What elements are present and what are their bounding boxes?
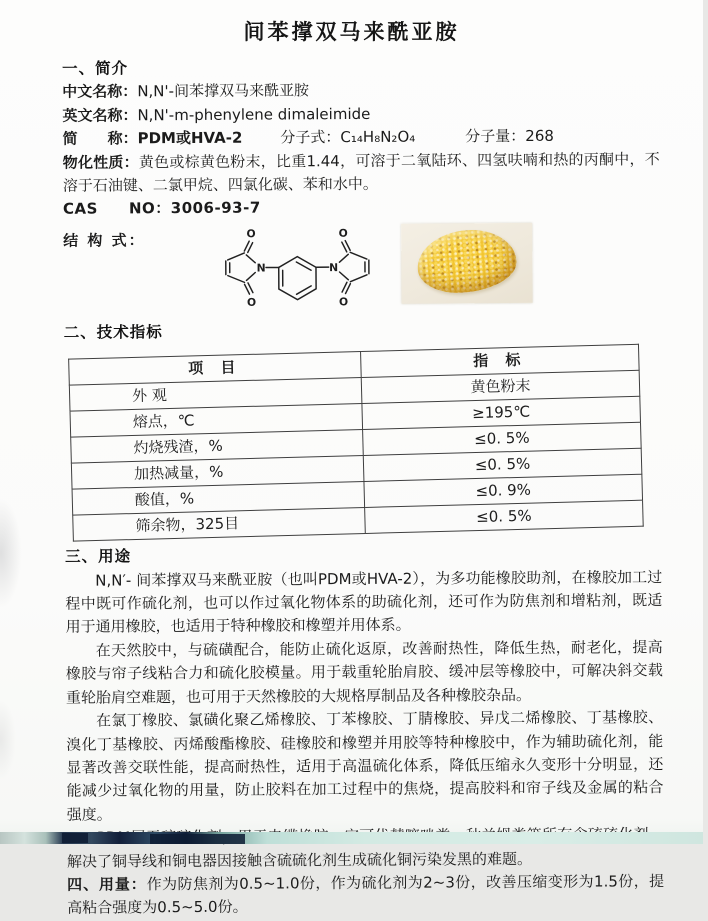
column-header-item: 项 目	[69, 352, 362, 386]
svg-text:O: O	[339, 227, 348, 240]
properties-value: 黄色或棕黄色粉末，比重1.44，可溶于二氧陆环、四氢呋喃和热的丙酮中，不溶于石油键、二氯甲烷、四氯化碳、苯和水中。	[63, 150, 660, 195]
mw-label: 分子量：	[465, 127, 525, 145]
properties-label: 物化性质：	[63, 153, 139, 171]
spec-value: ≤0. 5%	[363, 422, 642, 455]
usage-paragraph: N,N′- 间苯撑双马来酰亚胺（也叫PDM或HVA-2），为多功能橡胶助剂，在橡胶加工过程中既可作硫化剂，也可以作过氧化物体系的助硫化剂，还可作为防焦剂和增粘剂，既适用于通用橡胶，也适用于特种橡胶和橡塑并用体系。	[65, 566, 662, 640]
spec-item: 酸值，%	[72, 482, 365, 516]
svg-text:N: N	[329, 261, 338, 274]
section1-heading: 一、简介	[62, 54, 659, 81]
spec-table-body	[69, 370, 643, 541]
abbr-label: 简 称：	[63, 130, 138, 148]
cas-value: 3006-93-7	[171, 199, 261, 218]
formula-value: C₁₄H₈N₂O₄	[340, 128, 415, 146]
molecule-structure-diagram	[199, 222, 396, 315]
usage-paragraph: PDM属无硫硫化剂，用于电缆橡胶，它可代替噻唑类、秋兰姆类等所有含硫硫化剂，解决了铜导线和铜电器因接触含硫硫化剂生成硫化铜污染发黑的难题。	[67, 823, 664, 873]
scan-edge-desk-strip	[0, 832, 703, 844]
document-content	[0, 44, 708, 921]
dosage-text: 作为防焦剂为0.5~1.0份，作为硫化剂为2~3份，改善压缩变形为1.5份，提高粘合强度为0.5~5.0份。	[67, 872, 664, 917]
technical-spec-table	[68, 344, 644, 542]
spec-value: ≥195℃	[362, 396, 641, 429]
chinese-name-label: 中文名称：	[62, 83, 137, 101]
svg-text:O: O	[247, 296, 256, 309]
column-header-spec: 指 标	[361, 345, 640, 378]
structure-section	[63, 220, 661, 316]
mw-value: 268	[525, 127, 554, 145]
dosage-line	[67, 870, 664, 920]
svg-text:O: O	[246, 227, 255, 240]
abbr-value: PDM或HVA-2	[138, 129, 243, 148]
english-name-label: 英文名称：	[62, 106, 137, 124]
section4-heading: 四、用量：	[67, 875, 147, 893]
usage-paragraph: 在天然胶中，与硫磺配合，能防止硫化返原，改善耐热性，降低生热，耐老化，提高橡胶与帘子线粘合力和硫化胶模量。用于载重轮胎肩胶、缓冲层等橡胶中，可解决斜交载重轮胎肩空难题，也可用于天然橡胶的大规格厚制品及各种橡胶杂品。	[66, 636, 663, 710]
structure-label: 结 构 式：	[63, 223, 155, 253]
spec-value: ≤0. 9%	[364, 474, 643, 507]
cas-number-line	[63, 195, 660, 222]
svg-text:O: O	[339, 295, 348, 308]
section3-heading: 三、用途	[65, 542, 662, 569]
desk-dark-object	[62, 833, 88, 843]
spec-item: 筛余物，325目	[73, 508, 366, 542]
spec-item: 外 观	[69, 378, 362, 412]
formula-label: 分子式：	[280, 128, 340, 146]
usage-paragraphs	[65, 566, 664, 874]
desk-dark-object	[150, 834, 245, 844]
spec-item: 灼烧残渣，%	[71, 430, 364, 464]
spec-value: 黄色粉末	[361, 370, 640, 403]
svg-text:N: N	[257, 261, 266, 274]
physical-properties	[63, 148, 660, 198]
spec-value: ≤0. 5%	[365, 500, 644, 533]
spec-table-wrapper	[68, 343, 664, 541]
english-name-value: N,N'-m-phenylene dimaleimide	[137, 105, 370, 124]
usage-paragraph: 在氯丁橡胶、氯磺化聚乙烯橡胶、丁苯橡胶、丁腈橡胶、异戊二烯橡胶、丁基橡胶、溴化丁基橡胶、丙烯酸酯橡胶、硅橡胶和橡塑并用胶等特种橡胶中，作为辅助硫化剂，能显著改善交联性能，提高耐热性，适用于高温硫化体系，降低压缩永久变形十分明显，还能减少过氧化物的用量，防止胶料在加工过程中的焦烧，提高胶料和帘子线及金属的粘合强度。	[66, 706, 664, 827]
spec-value: ≤0. 5%	[363, 448, 642, 481]
section2-heading: 二、技术指标	[64, 318, 661, 345]
chinese-name-value: N,N'-间苯撑双马来酰亚胺	[137, 82, 309, 101]
page-title: 间苯撑双马来酰亚胺	[0, 0, 703, 46]
cas-label: CAS NO：	[63, 200, 171, 219]
spec-item: 加热减量，%	[71, 456, 364, 490]
spec-item: 熔点，℃	[70, 404, 363, 438]
powder-sample-photo	[401, 223, 532, 304]
yellow-powder-pile	[415, 226, 518, 295]
